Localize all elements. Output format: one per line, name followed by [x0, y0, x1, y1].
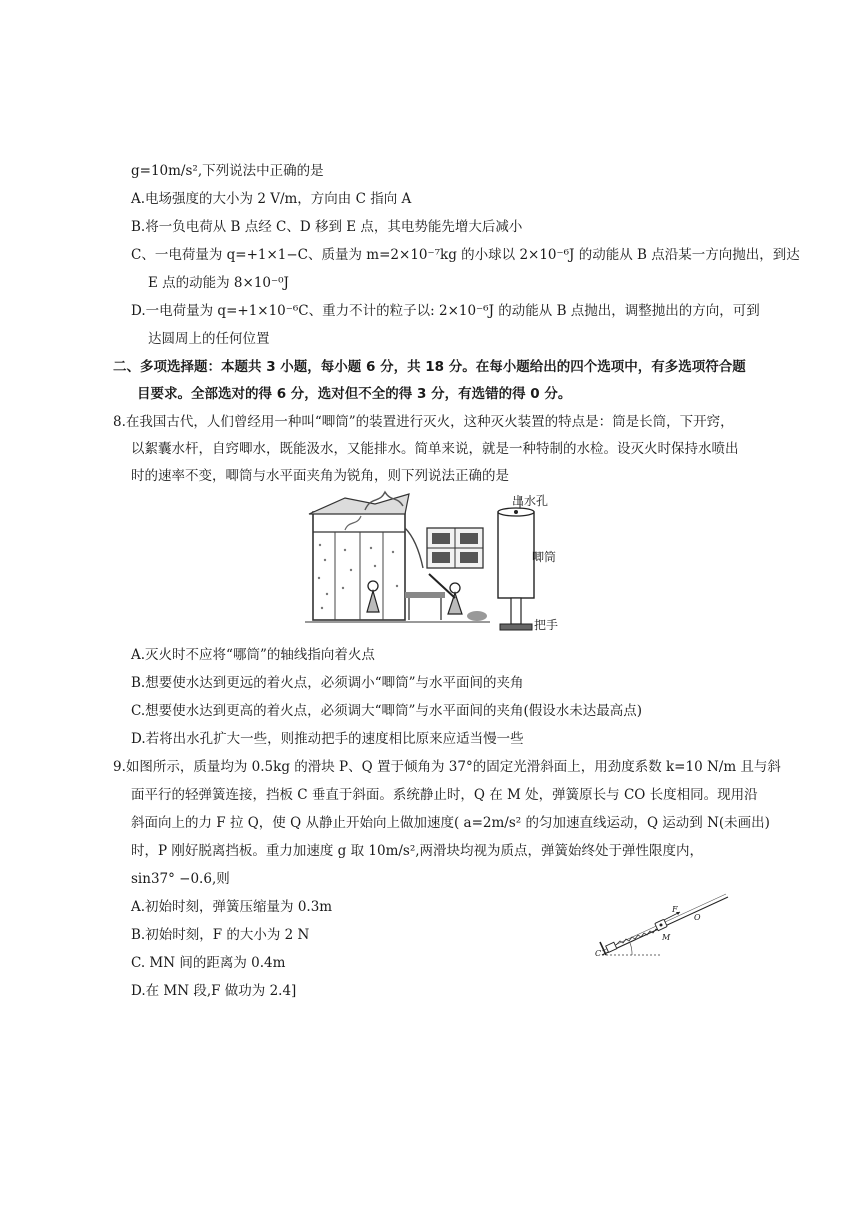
- q7-option-a: A.电场强度的大小为 2 V/m，方向由 C 指向 A: [131, 191, 412, 207]
- fig-plate-c-label: C: [595, 949, 602, 958]
- q7-option-c-line2: E 点的动能为 8×10⁻⁰J: [148, 275, 289, 291]
- q8-option-b: B.想要使水达到更远的着火点，必须调小“唧筒”与水平面间的夹角: [131, 675, 524, 691]
- section2-heading-line2: 目要求。全部选对的得 6 分，选对但不全的得 3 分，有选错的得 0 分。: [137, 386, 572, 402]
- fig-force-label: F: [672, 905, 678, 914]
- q8-option-d: D.若将出水孔扩大一些，则推动把手的速度相比原来应适当慢一些: [131, 731, 524, 747]
- q9-stem-line4: 时，P 刚好脱离挡板。重力加速度 g 取 10m/s²,两滑块均视为质点，弹簧始终处于弹性限度内，: [131, 843, 704, 859]
- q9-stem-line3: 斜面向上的力 F 拉 Q，使 Q 从静止开始向上做加速度( a=2m/s² 的匀加速直线运动，Q 运动到 N(未画出): [131, 815, 770, 831]
- q7-option-d-line2: 达圆周上的任何位置: [148, 331, 270, 347]
- q9-stem-line5: sin37° −0.6,则: [131, 871, 230, 887]
- fig-outlet-label: 出水孔: [512, 494, 549, 508]
- q8-stem-line2: 以絮囊水杆，自窍唧水，既能汲水，又能排水。简单来说，就是一种特制的水检。设灭火时保持水喷出: [131, 441, 739, 457]
- q7-option-d-line1: D.一电荷量为 q=+1×10⁻⁶C、重力不计的粒子以: 2×10⁻⁶J 的动能从 B 点抛出，调整抛出的方向，可到: [131, 303, 760, 319]
- q8-stem-line3: 时的速率不变，唧筒与水平面夹角为锐角，则下列说法正确的是: [131, 468, 509, 484]
- q7-option-c-line1: C、一电荷量为 q=+1×1−C、质量为 m=2×10⁻⁷kg 的小球以 2×10⁻⁶J 的动能从 B 点沿某一方向抛出，到达: [131, 247, 800, 263]
- fig-handle-label: 把手: [534, 618, 559, 632]
- fig-tube-label: 唧筒: [532, 550, 557, 564]
- q9-stem-line1: 9.如图所示，质量均为 0.5kg 的滑块 P、Q 置于倾角为 37°的固定光滑斜面上，用劲度系数 k=10 N/m 且与斜: [113, 759, 781, 775]
- q9-option-c: C. MN 间的距离为 0.4m: [131, 955, 286, 971]
- section2-heading-line1: 二、多项选择题：本题共 3 小题，每小题 6 分，共 18 分。在每小题给出的四个选项中，有多选项符合题: [113, 359, 746, 375]
- q9-option-b: B.初始时刻，F 的大小为 2 N: [131, 927, 310, 943]
- incline-spring-diagram: [592, 893, 732, 963]
- fig-point-o-label: O: [694, 913, 701, 922]
- q7-option-b: B.将一负电荷从 B 点经 C、D 移到 E 点，其电势能先增大后减小: [131, 219, 523, 235]
- fig-point-m-label: M: [662, 933, 671, 942]
- q8-option-a: A.灭火时不应将“哪筒”的轴线指向着火点: [131, 647, 375, 663]
- q9-stem-line2: 面平行的轻弹簧连接，挡板 C 垂直于斜面。系统静止时，Q 在 M 处，弹簧原长与 CO 长度相同。现用沿: [131, 787, 758, 803]
- q8-option-c: C.想要使水达到更高的着火点，必须调大“唧筒”与水平面间的夹角(假设水未达最高点): [131, 703, 642, 719]
- q8-stem-line1: 8.在我国古代，人们曾经用一种叫“唧筒”的装置进行灭火，这种灭火装置的特点是：筒是长筒，下开窍，: [113, 414, 734, 430]
- q9-option-d: D.在 MN 段,F 做功为 2.4]: [131, 983, 297, 999]
- q7-stem-end: g=10m/s²,下列说法中正确的是: [131, 163, 324, 179]
- q9-option-a: A.初始时刻，弹簧压缩量为 0.3m: [131, 899, 333, 915]
- firefighting-scene-illustration: [305, 490, 490, 630]
